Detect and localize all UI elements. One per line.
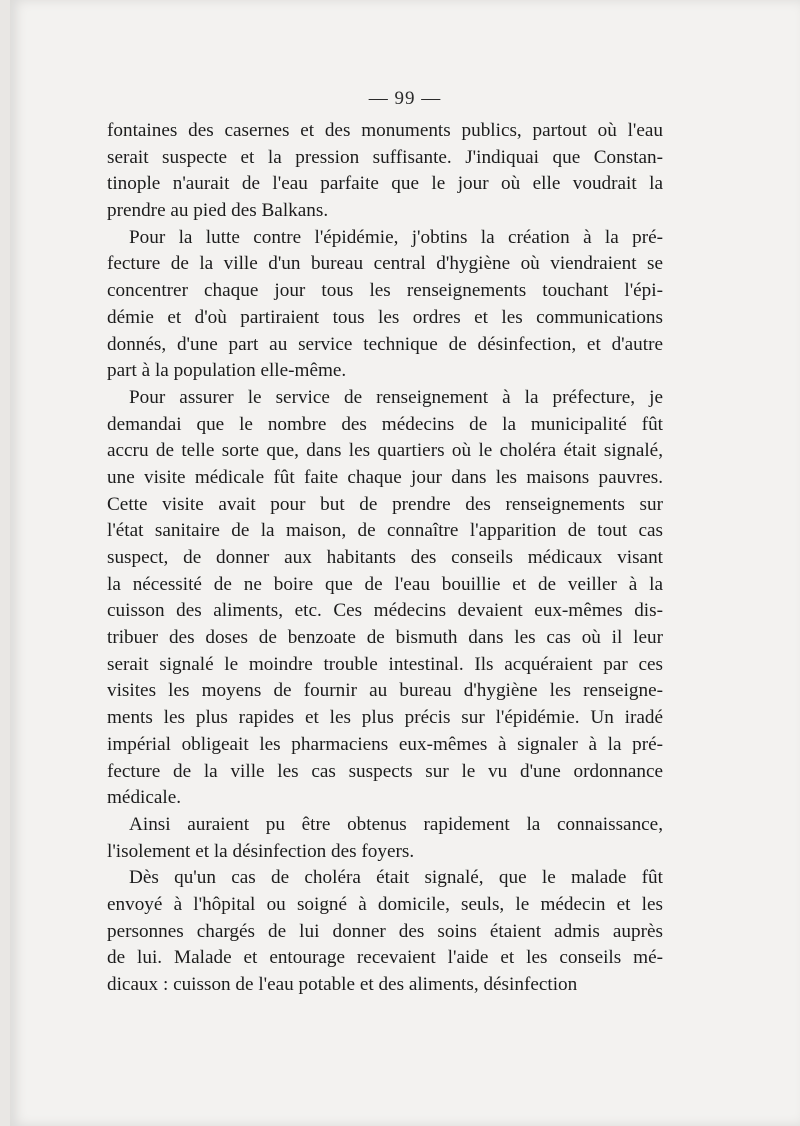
- text-line: personnes chargés de lui donner des soins étaient admis auprès: [107, 920, 663, 942]
- paragraph: [107, 865, 663, 998]
- text-line: l'état sanitaire de la maison, de connaître l'apparition de tout cas: [107, 520, 663, 542]
- text-line: fontaines des casernes et des monuments publics, partout où l'eau: [107, 120, 663, 141]
- text-line: demandai que le nombre des médecins de la municipalité fût: [107, 413, 663, 435]
- text-line: médicale.: [107, 787, 182, 809]
- text-line: dicaux : cuisson de l'eau potable et des aliments, désinfection: [107, 974, 578, 995]
- body-text: [107, 118, 663, 999]
- text-line: la nécessité de ne boire que de l'eau bouillie et de veiller à la: [107, 573, 663, 595]
- text-line: une visite médicale fût faite chaque jour dans les maisons pauvres.: [107, 466, 663, 488]
- text-line: fecture de la ville les cas suspects sur le vu d'une ordonnance: [107, 760, 663, 782]
- text-line: cuisson des aliments, etc. Ces médecins devaient eux-mêmes dis-: [107, 600, 663, 622]
- paragraph: [107, 812, 663, 865]
- text-line: suspect, de donner aux habitants des conseils médicaux visant: [107, 547, 663, 568]
- text-line: Pour assurer le service de renseignement à la préfecture, je: [129, 386, 663, 408]
- text-line: de lui. Malade et entourage recevaient l'aide et les conseils mé-: [107, 947, 663, 969]
- text-line: donnés, d'une part au service technique de désinfection, et d'autre: [107, 333, 663, 355]
- text-line: serait suspecte et la pression suffisante. J'indiquai que Constan-: [107, 146, 663, 168]
- text-line: ments les plus rapides et les plus précis sur l'épidémie. Un iradé: [107, 707, 663, 729]
- paragraph: [107, 385, 663, 812]
- book-page: [10, 0, 800, 1126]
- text-line: prendre au pied des Balkans.: [107, 200, 329, 222]
- text-line: tinople n'aurait de l'eau parfaite que le jour où elle voudrait la: [107, 173, 663, 195]
- paragraph: [107, 118, 663, 225]
- text-line: l'isolement et la désinfection des foyers.: [107, 840, 415, 862]
- text-line: démie et d'où partiraient tous les ordres et les communications: [107, 306, 663, 328]
- text-line: accru de telle sorte que, dans les quartiers où le choléra était signalé,: [107, 440, 663, 462]
- text-line: Pour la lutte contre l'épidémie, j'obtins la création à la pré-: [129, 226, 663, 248]
- text-line: visites les moyens de fournir au bureau d'hygiène les renseigne-: [107, 680, 663, 702]
- page-number: — 99 —: [368, 88, 442, 109]
- text-line: envoyé à l'hôpital ou soigné à domicile, seuls, le médecin et les: [107, 893, 663, 915]
- text-line: tribuer des doses de benzoate de bismuth dans les cas où il leur: [107, 627, 663, 649]
- text-line: serait signalé le moindre trouble intestinal. Ils acquéraient par ces: [107, 653, 663, 675]
- paragraph: [107, 225, 663, 385]
- text-line: Ainsi auraient pu être obtenus rapidement la connaissance,: [129, 813, 663, 835]
- text-line: impérial obligeait les pharmaciens eux-mêmes à signaler à la pré-: [107, 733, 663, 755]
- text-line: fecture de la ville d'un bureau central d'hygiène où viendraient se: [107, 253, 663, 275]
- text-line: Dès qu'un cas de choléra était signalé, que le malade fût: [129, 867, 663, 889]
- text-line: concentrer chaque jour tous les renseignements touchant l'épi-: [107, 280, 663, 302]
- text-line: part à la population elle-même.: [107, 360, 347, 382]
- text-line: Cette visite avait pour but de prendre des renseignements sur: [107, 493, 663, 515]
